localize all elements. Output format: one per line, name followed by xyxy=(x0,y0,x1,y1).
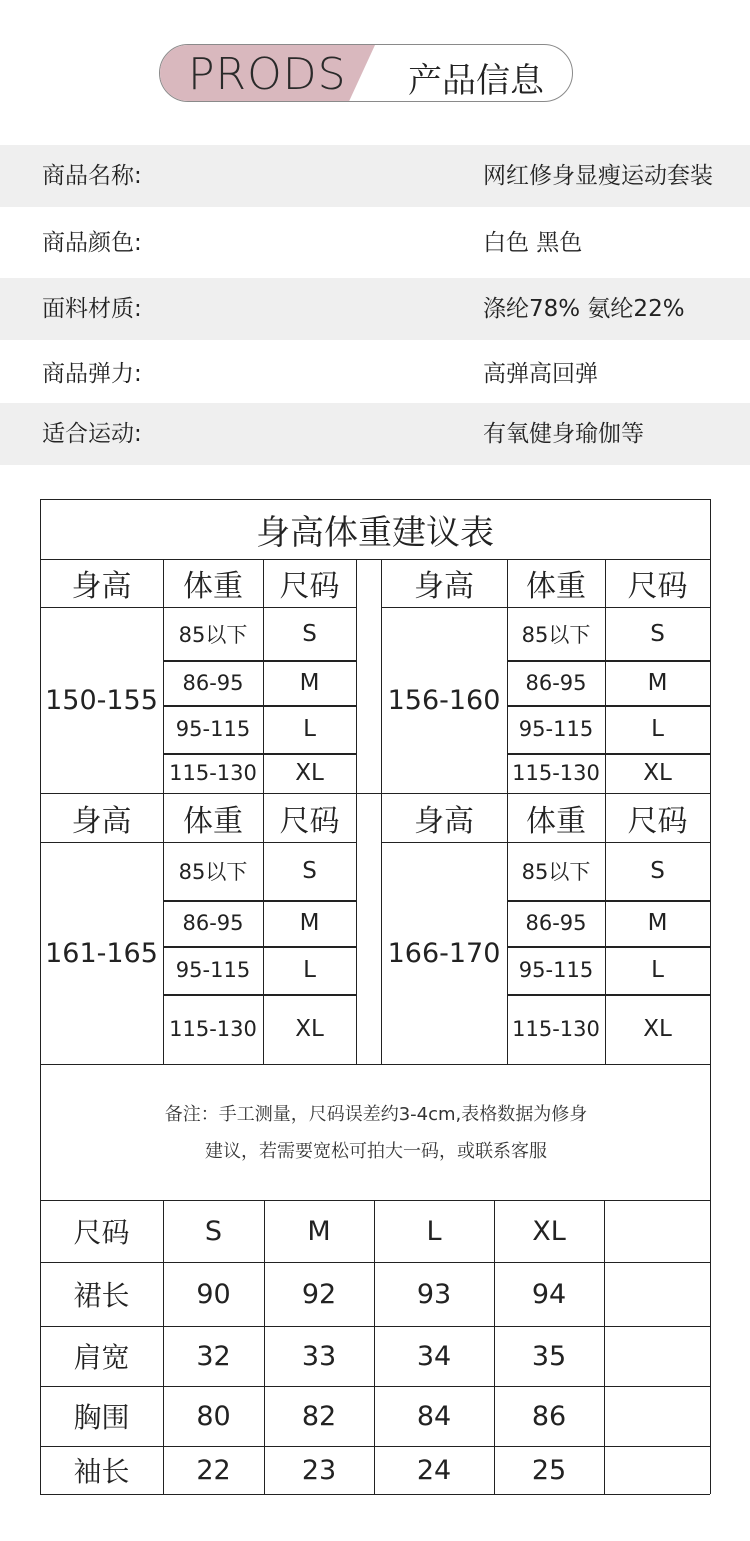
info-value: 有氧健身瑜伽等 xyxy=(483,421,644,447)
height-range: 156-160 xyxy=(387,684,501,716)
info-row-elasticity xyxy=(0,343,750,405)
gap-rule xyxy=(356,559,357,793)
size-label: S xyxy=(650,620,665,647)
info-label: 适合运动: xyxy=(42,421,142,447)
measurement-value: 23 xyxy=(301,1454,337,1486)
measurement-value: 84 xyxy=(416,1400,452,1432)
weight-range: 95-115 xyxy=(518,717,594,741)
measurement-value: 94 xyxy=(531,1278,567,1310)
size-label: S xyxy=(650,858,665,884)
info-label: 商品名称: xyxy=(42,163,142,189)
size-label: M xyxy=(647,669,668,696)
info-row-name xyxy=(0,145,750,207)
row-rule xyxy=(40,1494,710,1495)
weight-range: 95-115 xyxy=(175,717,251,741)
measurement-value: 25 xyxy=(531,1454,567,1486)
size-label: L xyxy=(651,957,664,983)
size-label: L xyxy=(303,716,316,742)
column-header: 体重 xyxy=(526,803,586,839)
column-header: 尺码 xyxy=(627,803,688,839)
measurement-value: 32 xyxy=(196,1340,231,1372)
info-value: 涤纶78% 氨纶22% xyxy=(483,296,685,322)
height-range: 161-165 xyxy=(45,937,158,969)
badge-english-title: PRODS xyxy=(188,49,347,100)
info-value: 白色 黑色 xyxy=(483,230,583,256)
measurement-label: 胸围 xyxy=(73,1401,130,1434)
info-label: 商品颜色: xyxy=(42,230,142,256)
column-header: 身高 xyxy=(71,803,132,839)
measurement-value: 35 xyxy=(531,1340,567,1372)
column-header: 尺码 xyxy=(279,803,340,839)
measurement-value: 90 xyxy=(196,1278,231,1310)
height-range: 150-155 xyxy=(45,684,158,716)
size-column-header: XL xyxy=(532,1215,566,1247)
size-label: XL xyxy=(295,760,324,786)
measurement-label: 袖长 xyxy=(73,1455,130,1488)
measurement-value: 93 xyxy=(416,1278,452,1310)
measurement-value: 33 xyxy=(301,1340,337,1372)
column-header: 体重 xyxy=(526,569,586,604)
weight-range: 86-95 xyxy=(182,911,244,935)
measurement-value: 80 xyxy=(196,1400,231,1432)
weight-range: 85以下 xyxy=(178,622,248,647)
section-rule xyxy=(40,1064,710,1065)
size-header-label: 尺码 xyxy=(73,1216,130,1249)
size-label: XL xyxy=(643,1016,672,1042)
size-label: M xyxy=(299,910,320,936)
measurement-value: 22 xyxy=(196,1454,231,1486)
weight-range: 86-95 xyxy=(525,670,587,695)
weight-range: 85以下 xyxy=(521,622,591,647)
weight-range: 95-115 xyxy=(518,958,594,982)
info-label: 面料材质: xyxy=(42,296,142,322)
size-label: M xyxy=(299,669,320,696)
column-header: 身高 xyxy=(71,569,132,604)
size-label: S xyxy=(302,858,317,884)
size-column-header: S xyxy=(204,1215,223,1247)
size-note-line-1: 备注：手工测量，尺码误差约3-4cm,表格数据为修身 xyxy=(164,1104,588,1125)
weight-range: 115-130 xyxy=(169,761,257,785)
measurement-label: 裙长 xyxy=(73,1279,130,1312)
size-label: S xyxy=(302,620,317,647)
column-header: 身高 xyxy=(414,803,474,839)
measurement-value: 34 xyxy=(416,1340,452,1372)
measurement-label: 肩宽 xyxy=(73,1341,130,1374)
height-range: 166-170 xyxy=(387,937,501,969)
size-label: L xyxy=(651,716,664,742)
info-value: 高弹高回弹 xyxy=(483,361,598,387)
column-rule xyxy=(604,1200,605,1494)
info-row-material xyxy=(0,278,750,340)
column-header: 尺码 xyxy=(627,569,688,604)
column-header: 体重 xyxy=(183,803,243,839)
badge-chinese-title: 产品信息 xyxy=(408,61,544,101)
weight-range: 85以下 xyxy=(521,860,591,884)
size-note-line-2: 建议，若需要宽松可拍大一码，或联系客服 xyxy=(205,1141,547,1162)
size-label: L xyxy=(303,957,316,983)
measurement-value: 24 xyxy=(416,1454,452,1486)
measurement-value: 86 xyxy=(531,1400,567,1432)
table-border xyxy=(710,499,711,1200)
weight-range: 115-130 xyxy=(512,1017,600,1041)
column-header: 尺码 xyxy=(279,569,340,604)
info-row-color xyxy=(0,212,750,274)
column-rule xyxy=(710,1200,711,1494)
info-row-sports xyxy=(0,403,750,465)
info-value: 网红修身显瘦运动套装 xyxy=(483,163,713,189)
column-header: 体重 xyxy=(183,569,243,604)
size-column-header: L xyxy=(426,1215,442,1247)
weight-range: 86-95 xyxy=(525,911,587,935)
size-column-header: M xyxy=(307,1215,331,1247)
weight-range: 86-95 xyxy=(182,670,244,695)
size-guide-title: 身高体重建议表 xyxy=(256,512,494,553)
weight-range: 95-115 xyxy=(175,958,251,982)
column-header: 身高 xyxy=(414,569,474,604)
measurement-value: 92 xyxy=(301,1278,337,1310)
info-label: 商品弹力: xyxy=(42,361,142,387)
weight-range: 85以下 xyxy=(178,860,248,884)
measurement-value: 82 xyxy=(301,1400,337,1432)
section-header-badge xyxy=(159,44,573,102)
size-label: XL xyxy=(643,760,672,786)
weight-range: 115-130 xyxy=(512,761,600,785)
gap-rule xyxy=(356,793,357,1064)
weight-range: 115-130 xyxy=(169,1017,257,1041)
size-label: XL xyxy=(295,1016,324,1042)
size-label: M xyxy=(647,910,668,936)
